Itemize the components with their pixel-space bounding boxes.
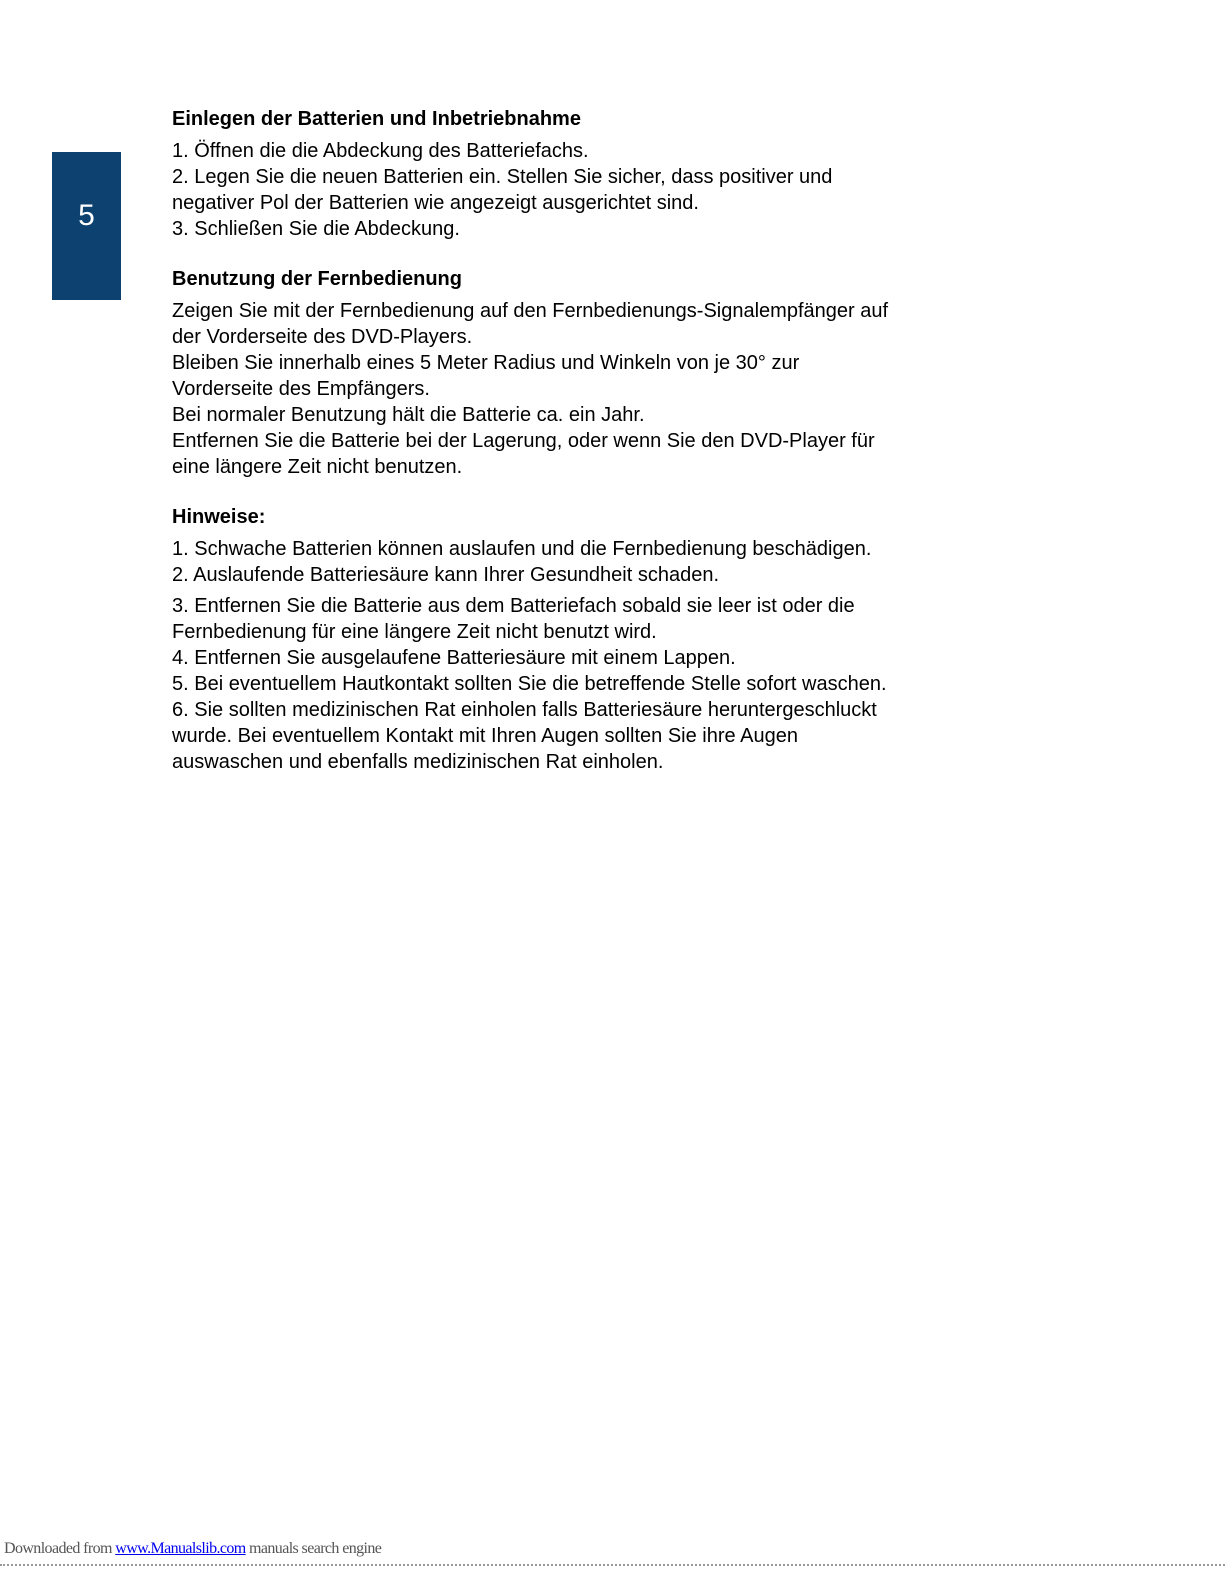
section-remote-usage bbox=[172, 266, 992, 480]
text-line: Bei normaler Benutzung hält die Batterie ca. ein Jahr. bbox=[172, 404, 645, 426]
page-number: 5 bbox=[78, 199, 95, 232]
footer-divider bbox=[0, 1564, 1225, 1566]
text-line: 1. Schwache Batterien können auslaufen und die Fernbedienung beschädigen. bbox=[172, 538, 872, 560]
text-line: 4. Entfernen Sie ausgelaufene Batteriesäure mit einem Lappen. bbox=[172, 647, 736, 669]
text-line: 1. Öffnen die die Abdeckung des Batteriefachs. bbox=[172, 140, 589, 162]
section-notes bbox=[172, 504, 992, 775]
section-heading: Hinweise: bbox=[172, 506, 266, 528]
text-line: Zeigen Sie mit der Fernbedienung auf den Fernbedienungs-Signalempfänger auf bbox=[172, 300, 889, 322]
text-line: Entfernen Sie die Batterie bei der Lagerung, oder wenn Sie den DVD-Player für bbox=[172, 430, 875, 452]
text-line: 6. Sie sollten medizinischen Rat einholen falls Batteriesäure heruntergeschluckt bbox=[172, 699, 877, 721]
text-line: wurde. Bei eventuellem Kontakt mit Ihren Augen sollten Sie ihre Augen bbox=[172, 725, 798, 747]
section-heading: Benutzung der Fernbedienung bbox=[172, 268, 462, 290]
text-line: Bleiben Sie innerhalb eines 5 Meter Radius und Winkeln von je 30° zur bbox=[172, 352, 800, 374]
text-line: eine längere Zeit nicht benutzen. bbox=[172, 456, 463, 478]
text-line: 3. Schließen Sie die Abdeckung. bbox=[172, 218, 460, 240]
section-heading: Einlegen der Batterien und Inbetriebnahme bbox=[172, 108, 581, 130]
text-line: 5. Bei eventuellem Hautkontakt sollten Sie die betreffende Stelle sofort waschen. bbox=[172, 673, 887, 695]
footer-suffix: manuals search engine bbox=[245, 1540, 382, 1557]
text-line: 3. Entfernen Sie die Batterie aus dem Batteriefach sobald sie leer ist oder die bbox=[172, 595, 855, 617]
text-line: 2. Auslaufende Batteriesäure kann Ihrer Gesundheit schaden. bbox=[172, 564, 720, 586]
footer-prefix: Downloaded from bbox=[4, 1540, 116, 1557]
text-line: Vorderseite des Empfängers. bbox=[172, 378, 430, 400]
download-footer bbox=[4, 1540, 381, 1558]
text-line: auswaschen und ebenfalls medizinischen Rat einholen. bbox=[172, 751, 664, 773]
section-batteries bbox=[172, 106, 992, 242]
text-line: der Vorderseite des DVD-Players. bbox=[172, 326, 473, 348]
page-number-tab bbox=[52, 152, 121, 300]
document-body bbox=[172, 106, 992, 775]
manualslib-link[interactable]: www.Manualslib.com bbox=[115, 1540, 246, 1557]
text-line: 2. Legen Sie die neuen Batterien ein. Stellen Sie sicher, dass positiver und bbox=[172, 166, 833, 188]
text-line: Fernbedienung für eine längere Zeit nicht benutzt wird. bbox=[172, 621, 657, 643]
text-line: negativer Pol der Batterien wie angezeigt ausgerichtet sind. bbox=[172, 192, 699, 214]
